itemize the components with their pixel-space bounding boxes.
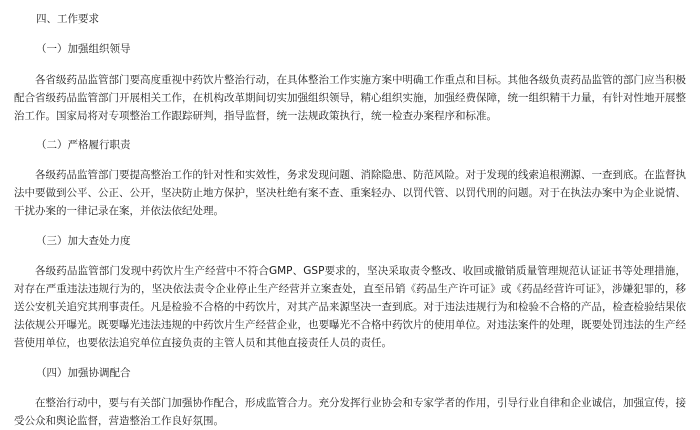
section-title: 四、工作要求 bbox=[36, 13, 99, 25]
paragraph-4: 在整治行动中，要与有关部门加强协作配合，形成监管合力。充分发挥行业协会和专家学者的作用，引导行业自律和企业诚信，加强宣传，接受公众和舆论监督，营造整治工作良好氛围。 bbox=[14, 397, 686, 428]
paragraph-2: 各级药品监管部门要提高整治工作的针对性和实效性，务求发现问题、消除隐患、防范风险。对于发现的线索追根溯源、一查到底。在监督执法中要做到公平、公正、公开，坚决防止地方保护，坚决杜绝有案不查、重案轻办、以罚代管、以罚代刑的问题。对于在执法办案中为企业说情、干扰办案的一律记录在案，并依法依纪处理。 bbox=[14, 169, 686, 218]
paragraph-1: 各省级药品监管部门要高度重视中药饮片整治行动，在具体整治工作实施方案中明确工作重点和目标。其他各级负责药品监管的部门应当积极配合省级药品监管部门开展相关工作，在机构改革期间切实加强组织领导，精心组织实施，加强经费保障，统一组织精干力量，有针对性地开展整治工作。国家局将对专项整治工作跟踪研判，指导监督，统一法规政策执行，统一检查办案程序和标准。 bbox=[14, 73, 686, 122]
paragraph-3: 各级药品监管部门发现中药饮片生产经营中不符合GMP、GSP要求的，坚决采取责令整改、收回或撤销质量管理规范认证证书等处理措施，对存在严重违法违规行为的，坚决依法责令企业停止生产经营并立案查处，直至吊销《药品生产许可证》或《药品经营许可证》，涉嫌犯罪的，移送公安机关追究其刑事责任。凡是检验不合格的中药饮片，对其产品来源坚决一查到底。对于违法违规行为和检验不合格的产品，检查检验结果依法依规公开曝光。既要曝光违法违规的中药饮片生产经营企业，也要曝光不合格中药饮片的使用单位。对违法案件的处理，既要处罚违法的生产经营使用单位，也要依法追究单位直接负责的主管人员和其他直接责任人员的责任。 bbox=[14, 265, 686, 350]
subsection-heading-3: （三）加大查处力度 bbox=[36, 234, 131, 247]
subsection-heading-1: （一）加强组织领导 bbox=[36, 42, 131, 55]
subsection-heading-4: （四）加强协调配合 bbox=[36, 366, 131, 379]
subsection-heading-2: （二）严格履行职责 bbox=[36, 138, 131, 151]
